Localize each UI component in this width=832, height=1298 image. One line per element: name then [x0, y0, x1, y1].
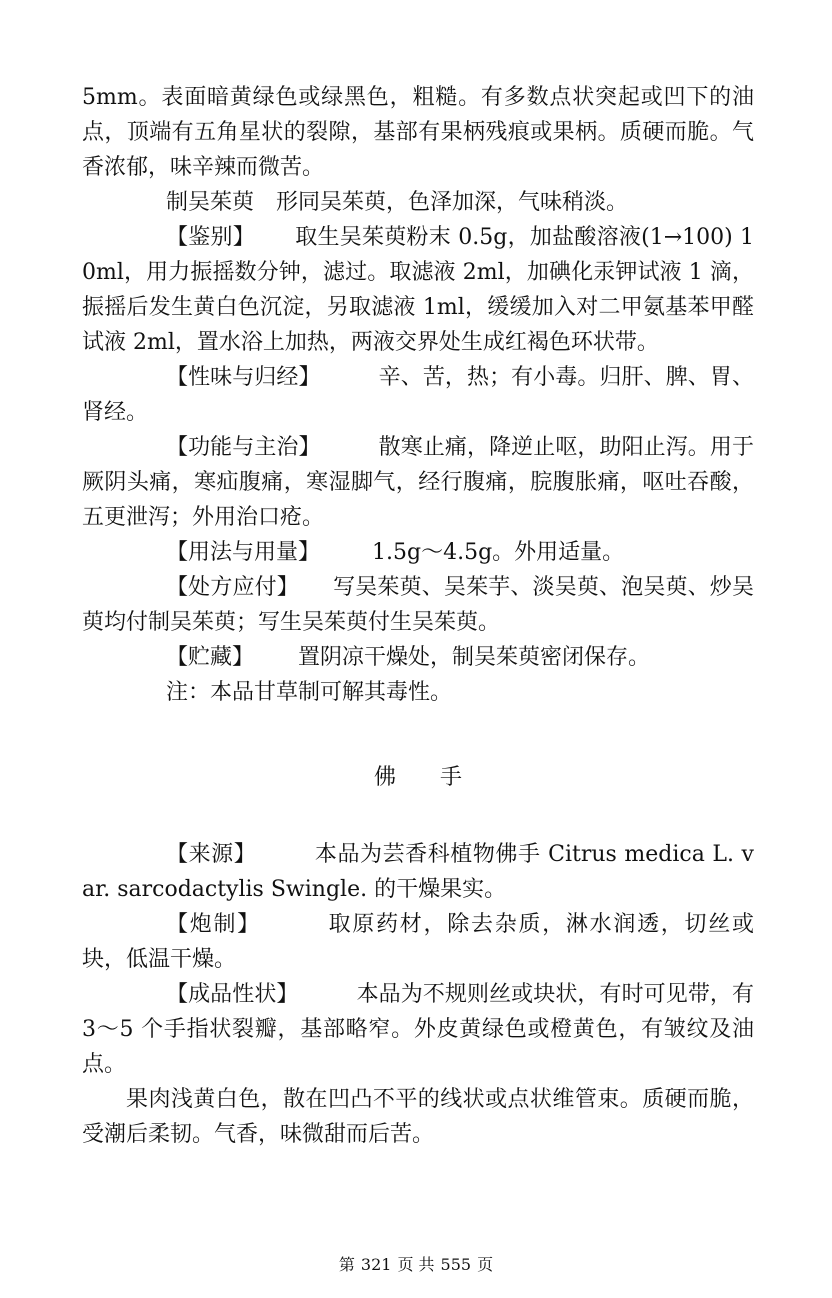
section-tag-prescription: 【处方应付】	[166, 575, 299, 600]
section-tag-identification: 【鉴别】	[166, 225, 256, 250]
footer-middle: 页 共	[397, 1255, 435, 1274]
paragraph-prescription	[82, 570, 754, 640]
footer-total-pages: 555	[440, 1255, 472, 1274]
section-title-char-2: 手	[440, 765, 463, 790]
preparation-text: 取原药材，除去杂质，淋水润透，切丝或块，低温干燥。	[82, 912, 754, 972]
paragraph-product-characteristics	[82, 977, 754, 1082]
section-title-char-1: 佛	[373, 765, 396, 790]
source-text: 本品为芸香科植物佛手 Citrus medica L. var. sarcodactylis Swingle. 的干燥果实。	[82, 842, 754, 902]
function-indication-text: 散寒止痛，降逆止呕，助阳止泻。用于厥阴头痛，寒疝腹痛，寒湿脚气，经行腹痛，脘腹胀痛，呕吐吞酸，五更泄泻；外用治口疮。	[82, 435, 754, 530]
section-tag-preparation: 【炮制】	[166, 912, 261, 937]
prescription-text: 写吴茱萸、吴茱芋、淡吴萸、泡吴萸、炒吴萸均付制吴茱萸；写生吴茱萸付生吴茱萸。	[82, 575, 754, 635]
section-tag-function-indication: 【功能与主治】	[166, 435, 321, 460]
identification-text: 取生吴茱萸粉末 0.5g，加盐酸溶液(1→100) 10ml，用力振摇数分钟，滤过。取滤液 2ml，加碘化汞钾试液 1 滴，振摇后发生黄白色沉淀，另取滤液 1ml，缓缓加入对二甲氨基苯甲醛试液 2ml，置水浴上加热，两液交界处生成红褐色环状带。	[82, 225, 754, 355]
footer-prefix: 第	[338, 1255, 355, 1274]
paragraph-function-indication	[82, 430, 754, 535]
section-tag-taste-meridian: 【性味与归经】	[166, 365, 321, 390]
document-page	[82, 80, 754, 1152]
storage-text: 置阴凉干燥处，制吴茱萸密闭保存。	[298, 645, 651, 670]
taste-meridian-text: 辛、苦，热；有小毒。归肝、脾、胃、肾经。	[82, 365, 754, 425]
section-title	[82, 760, 754, 795]
paragraph-preparation	[82, 907, 754, 977]
page-footer	[0, 1253, 832, 1277]
footer-page-number: 321	[360, 1255, 392, 1274]
section-tag-source: 【来源】	[166, 842, 257, 867]
section-tag-storage: 【贮藏】	[166, 645, 255, 670]
paragraph-usage-dosage	[82, 535, 754, 570]
paragraph-note: 注：本品甘草制可解其毒性。	[166, 680, 453, 705]
paragraph-source	[82, 837, 754, 907]
paragraph-description-end: 5mm。表面暗黄绿色或绿黑色，粗糙。有多数点状突起或凹下的油点，顶端有五角星状的裂隙，基部有果柄残痕或果柄。质硬而脆。气香浓郁，味辛辣而微苦。	[82, 85, 754, 180]
footer-suffix: 页	[477, 1255, 494, 1274]
section-tag-usage-dosage: 【用法与用量】	[166, 540, 321, 565]
product-characteristics-text: 本品为不规则丝或块状，有时可见带，有 3～5 个手指状裂瓣，基部略窄。外皮黄绿色或橙黄色，有皱纹及油点。	[82, 982, 754, 1077]
paragraph-storage	[82, 640, 754, 675]
section-tag-product-characteristics: 【成品性状】	[166, 982, 299, 1007]
paragraph-processed-form: 制吴茱萸 形同吴茱萸，色泽加深，气味稍淡。	[166, 190, 629, 215]
paragraph-flesh-description: 果肉浅黄白色，散在凹凸不平的线状或点状维管束。质硬而脆，受潮后柔韧。气香，味微甜而后苦。	[82, 1087, 754, 1147]
paragraph-taste-meridian	[82, 360, 754, 430]
paragraph-identification	[82, 220, 754, 360]
usage-dosage-text: 1.5g～4.5g。外用适量。	[372, 540, 625, 565]
